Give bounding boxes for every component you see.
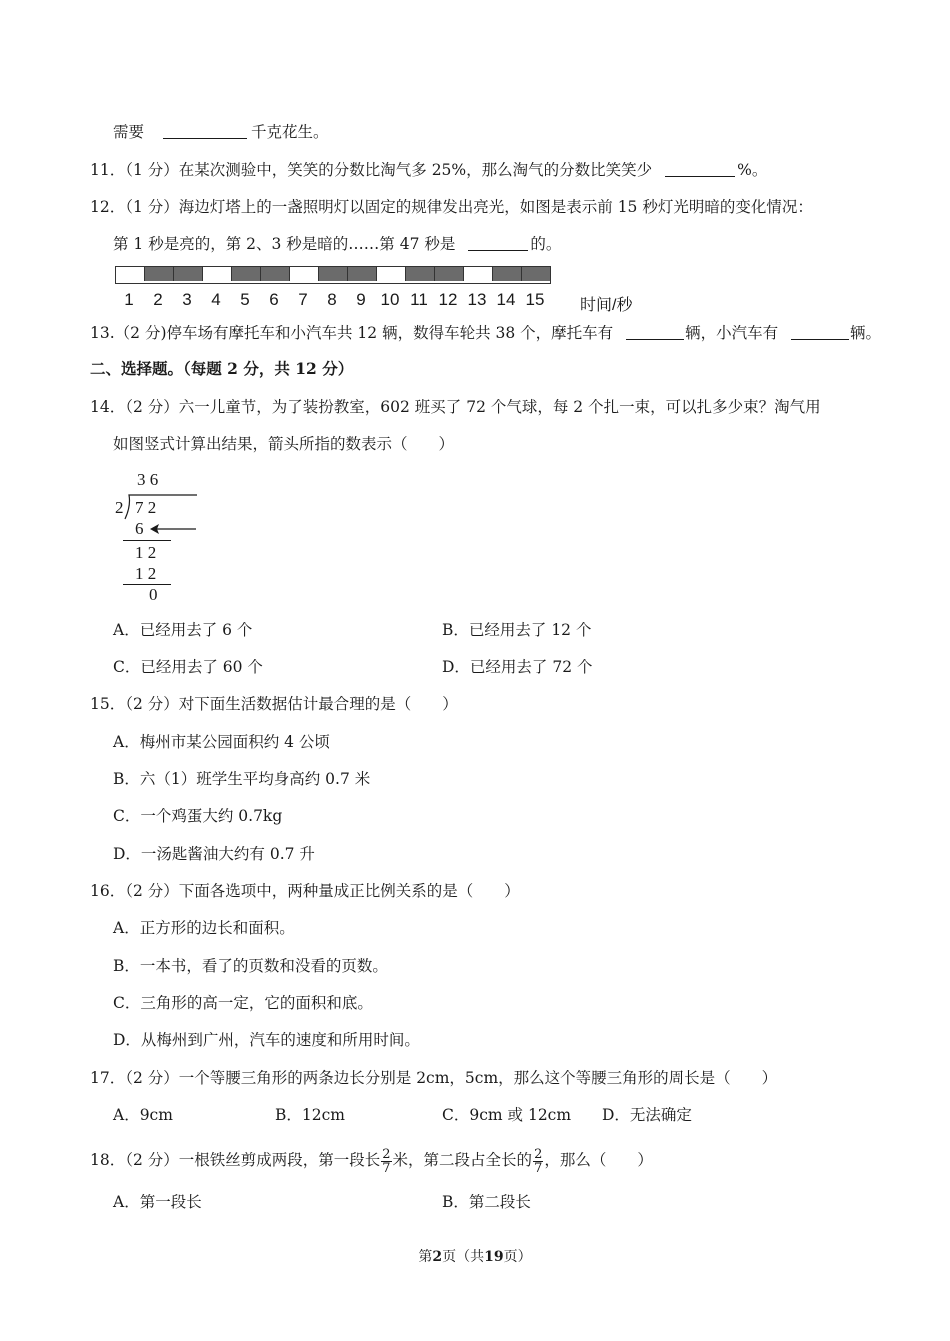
q15-stem: 15．（2 分）对下面生活数据估计最合理的是（ ） <box>90 695 458 713</box>
q18-mid: 米，第二段占全长的 <box>392 1151 533 1169</box>
q12-line2-pre: 第 1 秒是亮的，第 2、3 秒是暗的……第 47 秒是 <box>113 235 456 253</box>
q17-option-d[interactable]: D．无法确定 <box>602 1106 692 1124</box>
second-1-light <box>116 267 145 281</box>
second-10-light <box>377 267 406 281</box>
q13-post: 辆。 <box>850 324 882 342</box>
q10-pre: 需要 <box>113 123 145 141</box>
division-rule-1 <box>123 540 171 541</box>
q17-stem: 17．（2 分）一个等腰三角形的两条边长分别是 2cm，5cm，那么这个等腰三角形的周长是（ ） <box>90 1069 778 1087</box>
tick-label: 11 <box>410 290 428 309</box>
fraction-2-7-meters <box>381 1148 391 1175</box>
q16-option-b[interactable]: B．一本书，看了的页数和没看的页数。 <box>113 957 388 975</box>
q18-stem <box>90 1145 653 1175</box>
question-11 <box>90 160 767 180</box>
q12-blank[interactable] <box>468 234 528 251</box>
q17-option-a[interactable]: A．9cm <box>113 1106 173 1124</box>
quotient: 3 6 <box>137 470 159 489</box>
q13-blank-motorcycles[interactable] <box>626 323 684 340</box>
tick-label: 2 <box>153 290 163 309</box>
tick-label: 9 <box>356 290 366 309</box>
frac2-numerator: 2 <box>534 1146 543 1162</box>
q10-tail <box>113 122 328 142</box>
second-5-dark <box>232 267 261 281</box>
q17-option-b[interactable]: B．12cm <box>275 1106 345 1124</box>
q11-post: %。 <box>737 161 768 179</box>
long-division <box>105 470 205 610</box>
tick-label: 4 <box>211 290 221 309</box>
q10-blank[interactable] <box>163 122 247 139</box>
q14-option-d[interactable]: D．已经用去了 72 个 <box>442 658 593 676</box>
q12-line1: 12．（1 分）海边灯塔上的一盏照明灯以固定的规律发出亮光，如图是表示前 15 秒灯光明暗的变化情况： <box>90 198 813 216</box>
tick-label: 13 <box>467 290 487 309</box>
q15-option-c[interactable]: C．一个鸡蛋大约 0.7kg <box>113 807 283 825</box>
q18-option-a[interactable]: A．第一段长 <box>113 1193 202 1211</box>
dividend: 7 2 <box>135 498 157 517</box>
tick-label: 12 <box>438 290 458 309</box>
axis-label-time: 时间/秒 <box>580 297 633 314</box>
q14-option-b[interactable]: B．已经用去了 12 个 <box>442 621 592 639</box>
q15-option-b[interactable]: B．六（1）班学生平均身高约 0.7 米 <box>113 770 371 788</box>
final-remainder: 0 <box>149 585 158 604</box>
tick-label: 3 <box>182 290 192 309</box>
fraction-2-7-share <box>533 1148 543 1175</box>
q14-option-a[interactable]: A．已经用去了 6 个 <box>113 621 253 639</box>
second-4-light <box>203 267 232 281</box>
q18-option-b[interactable]: B．第二段长 <box>442 1193 531 1211</box>
second-2-dark <box>145 267 174 281</box>
q16-stem: 16．（2 分）下面各选项中，两种量成正比例关系的是（ ） <box>90 882 520 900</box>
tick-label: 10 <box>380 290 400 309</box>
second-13-light <box>464 267 493 281</box>
second-15-dark <box>522 267 550 281</box>
q11-text: 11．（1 分）在某次测验中，笑笑的分数比淘气多 25%，那么淘气的分数比笑笑少 <box>90 161 653 179</box>
q16-option-a[interactable]: A．正方形的边长和面积。 <box>113 919 295 937</box>
q11-blank[interactable] <box>665 160 735 177</box>
frac1-numerator: 2 <box>382 1146 391 1162</box>
footer-pre: 第 <box>418 1249 433 1265</box>
second-8-dark <box>319 267 348 281</box>
q15-option-d[interactable]: D．一汤匙酱油大约有 0.7 升 <box>113 845 315 863</box>
q12-line2 <box>113 234 561 254</box>
section-2-heading: 二、选择题。（每题 2 分，共 12 分） <box>90 359 354 378</box>
footer-post: 页） <box>503 1249 532 1265</box>
arrow-left-icon <box>149 522 197 536</box>
frac2-denominator: 7 <box>534 1160 543 1176</box>
tick-label: 1 <box>124 290 134 309</box>
footer-page-number: 2 <box>432 1249 443 1265</box>
footer-total-pages: 19 <box>484 1249 504 1265</box>
q17-option-c[interactable]: C．9cm 或 12cm <box>442 1106 572 1124</box>
q18-post: ，那么（ ） <box>544 1151 653 1169</box>
tick-label: 14 <box>496 290 516 309</box>
q16-option-c[interactable]: C．三角形的高一定，它的面积和底。 <box>113 994 373 1012</box>
footer-mid: 页（共 <box>442 1249 485 1265</box>
second-3-dark <box>174 267 203 281</box>
second-12-dark <box>435 267 464 281</box>
page-footer <box>0 1246 950 1266</box>
step-3-product: 1 2 <box>135 564 157 583</box>
tick-label: 5 <box>240 290 250 309</box>
tick-label: 6 <box>269 290 279 309</box>
question-13 <box>90 323 881 343</box>
second-11-dark <box>406 267 435 281</box>
frac1-denominator: 7 <box>382 1160 391 1176</box>
tick-label: 8 <box>327 290 337 309</box>
second-9-dark <box>348 267 377 281</box>
second-14-dark <box>493 267 522 281</box>
tick-label: 7 <box>298 290 308 309</box>
q13-mid: 辆，小汽车有 <box>685 324 779 342</box>
q18-pre: 18．（2 分）一根铁丝剪成两段，第一段长 <box>90 1151 381 1169</box>
q16-option-d[interactable]: D．从梅州到广州，汽车的速度和所用时间。 <box>113 1031 420 1049</box>
q14-line2: 如图竖式计算出结果，箭头所指的数表示（ ） <box>113 435 455 453</box>
q13-pre: 13.（2 分)停车场有摩托车和小汽车共 12 辆，数得车轮共 38 个，摩托车有 <box>90 324 614 342</box>
step-2-remainder: 1 2 <box>135 543 157 562</box>
second-6-dark <box>261 267 290 281</box>
light-pattern-bar <box>115 266 551 284</box>
divisor: 2 <box>115 498 124 517</box>
q12-line2-post: 的。 <box>530 235 562 253</box>
tick-label: 15 <box>525 290 545 309</box>
step-1-product: 6 <box>135 519 144 538</box>
q14-line1: 14．（2 分）六一儿童节，为了装扮教室，602 班买了 72 个气球，每 2 个扎一束，可以扎多少束？淘气用 <box>90 398 821 416</box>
q10-post: 千克花生。 <box>250 123 329 141</box>
q14-option-c[interactable]: C．已经用去了 60 个 <box>113 658 263 676</box>
q15-option-a[interactable]: A．梅州市某公园面积约 4 公顷 <box>113 733 330 751</box>
q13-blank-cars[interactable] <box>791 323 849 340</box>
second-7-light <box>290 267 319 281</box>
division-rule-2 <box>123 584 171 585</box>
